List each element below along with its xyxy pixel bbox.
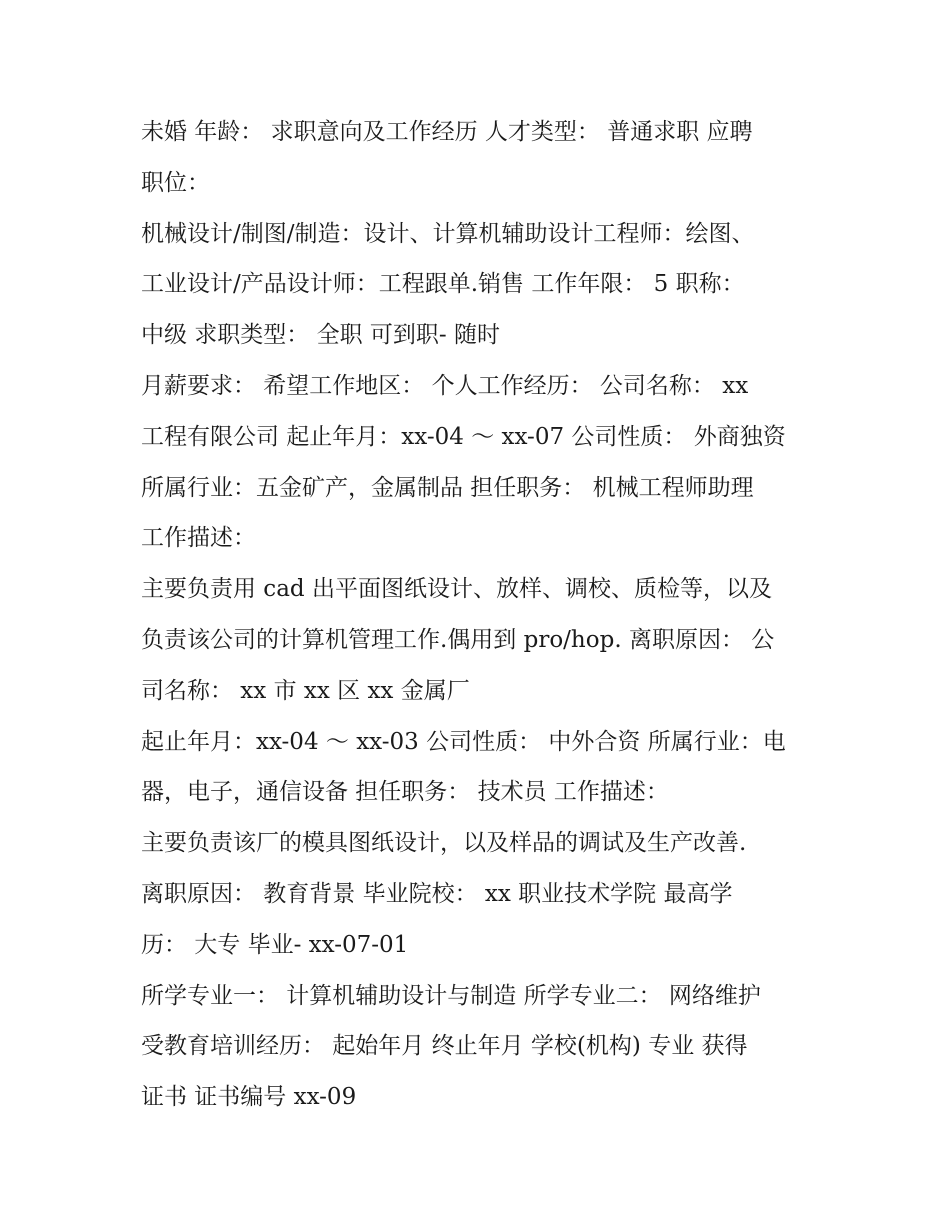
- text-line: 器，电子，通信设备 担任职务： 技术员 工作描述：: [141, 779, 669, 806]
- text-line: 工业设计/产品设计师：工程跟单.销售 工作年限： 5 职称：: [141, 271, 745, 298]
- text-line: 历： 大专 毕业- xx-07-01: [141, 931, 409, 958]
- text-line: 主要负责该厂的模具图纸设计，以及样品的调试及生产改善.: [141, 830, 747, 857]
- text-line: 受教育培训经历： 起始年月 终止年月 学校(机构) 专业 获得: [141, 1033, 748, 1060]
- text-line: 工程有限公司 起止年月：xx-04 ～ xx-07 公司性质： 外商独资: [141, 423, 786, 450]
- text-line: 主要负责用 cad 出平面图纸设计、放样、调校、质检等，以及: [141, 576, 772, 603]
- text-line: 所学专业一： 计算机辅助设计与制造 所学专业二： 网络维护: [141, 982, 761, 1009]
- text-line: 所属行业：五金矿产，金属制品 担任职务： 机械工程师助理: [141, 474, 754, 501]
- text-line: 中级 求职类型： 全职 可到职- 随时: [141, 322, 501, 349]
- text-line: 工作描述：: [141, 525, 256, 552]
- text-line: 证书 证书编号 xx-09: [141, 1084, 357, 1111]
- text-line: 未婚 年龄： 求职意向及工作经历 人才类型： 普通求职 应聘: [141, 119, 753, 145]
- text-line: 离职原因： 教育背景 毕业院校： xx 职业技术学院 最高学: [141, 880, 733, 907]
- text-line: 机械设计/制图/制造：设计、计算机辅助设计工程师：绘图、: [141, 220, 755, 247]
- text-line: 司名称： xx 市 xx 区 xx 金属厂: [141, 677, 470, 704]
- text-line: 职位：: [141, 169, 210, 196]
- text-line: 负责该公司的计算机管理工作.偶用到 pro/hop. 离职原因： 公: [141, 626, 775, 653]
- text-line: 月薪要求： 希望工作地区： 个人工作经历： 公司名称： xx: [141, 372, 749, 399]
- text-line: 起止年月：xx-04 ～ xx-03 公司性质： 中外合资 所属行业：电: [141, 728, 786, 755]
- resume-text-block: [141, 107, 821, 1123]
